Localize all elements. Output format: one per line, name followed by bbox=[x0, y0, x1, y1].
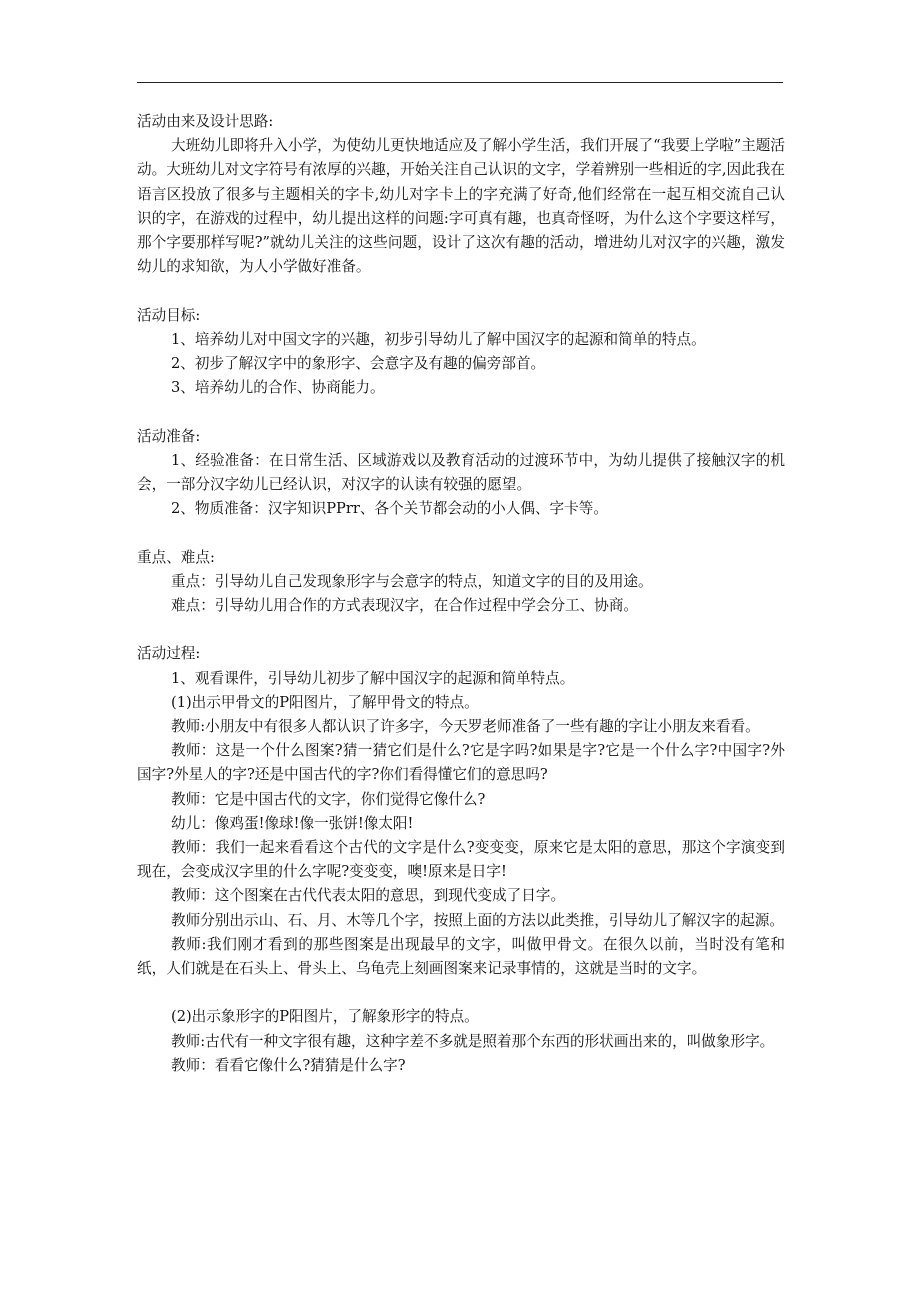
process-item: 幼儿：像鸡蛋!像球!像一张饼!像太阳! bbox=[171, 814, 414, 832]
process-item: (1)出示甲骨文的P阳图片，了解甲骨文的特点。 bbox=[171, 693, 479, 711]
process-item: 教师:小朋友中有很多人都认识了许多字，今天罗老师准备了一些有趣的字让小朋友来看看。 bbox=[171, 718, 760, 736]
keypoint-item: 难点：引导幼儿用合作的方式表现汉字，在合作过程中学会分工、协商。 bbox=[171, 597, 639, 615]
section-heading-process: 活动过程: bbox=[137, 645, 201, 663]
goal-item: 1、培养幼儿对中国文字的兴趣，初步引导幼儿了解中国汉字的起源和简单的特点。 bbox=[171, 330, 706, 348]
prep-item: 2、物质准备：汉字知识PPrr、各个关节都会动的小人偶、字卡等。 bbox=[171, 500, 608, 518]
section-heading-goals: 活动目标: bbox=[137, 306, 201, 324]
process-item: 教师：它是中国古代的文字，你们觉得它像什么? bbox=[171, 790, 486, 808]
process-item: 教师分别出示山、石、月、木等几个字，按照上面的方法以此类推，引导幼儿了解汉字的起源。 bbox=[171, 911, 784, 929]
header-rule bbox=[137, 82, 783, 83]
process-item: 1、观看课件，引导幼儿初步了解中国汉字的起源和简单特点。 bbox=[171, 669, 575, 687]
prep-item: 1、经验准备：在日常生活、区域游戏以及教育活动的过渡环节中，为幼儿提供了接触汉字的机会，一部分汉字幼儿已经认识，对汉字的认读有较强的愿望。 bbox=[137, 451, 785, 494]
keypoint-item: 重点：引导幼儿自己发现象形字与会意字的特点，知道文字的目的及用途。 bbox=[171, 572, 653, 590]
section-heading-origin: 活动由来及设计思路: bbox=[137, 113, 274, 130]
process-item: 教师：我们一起来看看这个古代的文字是什么?变变变，原来它是太阳的意思，那这个字演变到现在，会变成汉字里的什么字呢?变变变，噢!原来是日字! bbox=[137, 839, 785, 881]
goal-item: 3、培养幼儿的合作、协商能力。 bbox=[171, 379, 385, 397]
process-item: 教师：这是一个什么图案?猜一猜它们是什么?它是字吗?如果是字?它是一个什么字?中国字?外国字?外星人的字?还是中国古代的字?你们看得懂它们的意思吗? bbox=[137, 742, 785, 784]
process-item: 教师:古代有一种文字很有趣，这种字差不多就是照着那个东西的形状画出来的，叫做象形字。 bbox=[171, 1032, 775, 1050]
process-item: 教师：看看它像什么?猜猜是什么字? bbox=[171, 1056, 406, 1074]
document-body bbox=[137, 110, 785, 1078]
section-heading-keypoints: 重点、难点: bbox=[137, 548, 215, 566]
goal-item: 2、初步了解汉字中的象形字、会意字及有趣的偏旁部首。 bbox=[171, 355, 546, 373]
process-item: 教师:我们刚才看到的那些图案是出现最早的文字，叫做甲骨文。在很久以前，当时没有笔和纸，人们就是在石头上、骨头上、乌龟壳上刻画图案来记录事情的，这就是当时的文字。 bbox=[137, 935, 785, 978]
section-heading-prep: 活动准备: bbox=[137, 427, 201, 445]
process-item: (2)出示象形字的P阳图片，了解象形字的特点。 bbox=[171, 1008, 479, 1026]
process-item: 教师：这个图案在古代代表太阳的意思，到现代变成了日字。 bbox=[171, 887, 566, 905]
origin-paragraph: 大班幼儿即将升入小学，为使幼儿更快地适应及了解小学生活，我们开展了“我要上学啦”主题活动。大班幼儿对文字符号有浓厚的兴趣，开始关注自己认识的文字，学着辨别一些相近的字,因此我在语言区投放了很多与主题相关的字卡,幼儿对字卡上的字充满了好奇,他们经常在一起互相交流自己认识的字，在游戏的过程中，幼儿提出这样的问题:字可真有趣，也真奇怪呀，为什么这个字要这样写，那个字要那样写呢?”就幼儿关注的这些问题，设计了这次有趣的活动，增进幼儿对汉字的兴趣，激发幼儿的求知欲，为人小学做好准备。 bbox=[137, 137, 785, 276]
